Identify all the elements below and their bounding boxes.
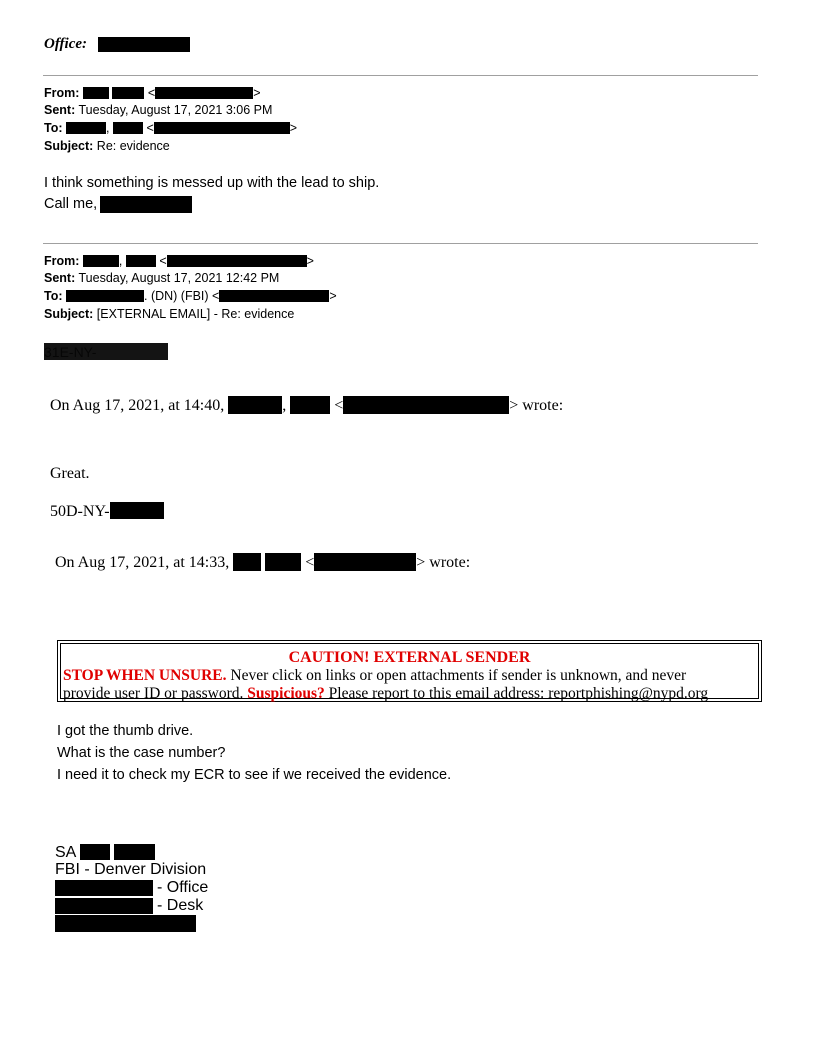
caution-line-1 [61,667,758,685]
to-suffix: . (DN) (FBI) < [144,289,220,303]
msg2-subject [44,306,294,322]
quote-suffix: > wrote: [416,554,471,571]
msg1-body-line: I think something is messed up with the lead to ship. [44,175,380,191]
sent-label: Sent: [44,103,76,117]
redaction-block [114,844,155,860]
msg1-body-line [44,195,97,214]
redaction-block [98,37,190,52]
quote-comma: , [282,397,287,414]
call-me-text: Call me, [44,196,98,212]
to-comma: , [106,121,110,135]
redaction-block [66,122,106,134]
redaction-block [55,915,196,932]
redaction-block [110,502,164,519]
to-bracket-close: > [289,121,298,135]
to-bracket-close: > [329,289,337,303]
redaction-block [100,196,192,213]
redaction-block [112,87,144,99]
subject-label: Subject: [44,307,94,321]
caution-title: CAUTION! EXTERNAL SENDER [288,649,531,666]
msg1-sent [44,102,272,118]
quote-prefix: On Aug 17, 2021, at 14:33, [55,554,230,571]
redaction-block [80,844,110,860]
to-label: To: [44,121,63,135]
from-label: From: [44,254,80,268]
from-bracket-open: < [159,254,167,268]
from-bracket-close: > [306,254,314,268]
redaction-block [113,122,143,134]
subject-label: Subject: [44,139,94,153]
redaction-block [83,87,109,99]
redaction-block [219,290,329,302]
msg2-to [44,288,337,304]
signature-sa [55,844,76,862]
stop-when-unsure: STOP WHEN UNSURE. [63,667,227,684]
redaction-block [154,122,290,134]
msg1-subject [44,138,170,154]
quote-suffix: > wrote: [509,397,564,414]
to-label: To: [44,289,63,303]
reply-great: Great. [50,465,90,482]
quote-prefix: On Aug 17, 2021, at 14:40, [50,397,225,414]
reply-case [50,502,164,521]
from-bracket-close: > [253,86,261,100]
original-line-1: I got the thumb drive. [57,723,194,739]
office-label: Office: [44,36,88,52]
caution-line-2 [61,685,758,703]
from-comma: , [118,254,123,268]
original-line-2: What is the case number? [57,745,226,761]
subject-value: Re: evidence [96,139,170,153]
redaction-block [265,553,301,571]
redaction-block [55,898,153,914]
redaction-block [290,396,330,414]
redaction-block [167,255,307,267]
caution-banner [57,640,762,702]
subject-value: [EXTERNAL EMAIL] - Re: evidence [96,307,295,321]
redaction-block [155,87,253,99]
redaction-block [44,343,168,360]
sent-value: Tuesday, August 17, 2021 12:42 PM [78,271,280,285]
caution-line-2-start: provide user ID or password. [63,685,244,702]
signature-office: - Office [157,879,209,896]
redaction-block [233,553,261,571]
quote-bracket-open: < [334,397,344,414]
msg1-to [44,120,297,136]
signature-desk: - Desk [157,897,204,914]
quote-header-1 [50,396,563,415]
signature-division: FBI - Denver Division [55,861,207,878]
redaction-block [343,396,509,414]
redaction-block [126,255,156,267]
redaction-block [66,290,144,302]
msg1-from [44,85,261,101]
sent-value: Tuesday, August 17, 2021 3:06 PM [78,103,273,117]
to-bracket-open: < [146,121,154,135]
sa-label: SA [55,844,77,861]
quote-header-2 [55,553,470,572]
quote-bracket-open: < [305,554,315,571]
redaction-block [314,553,416,571]
case-prefix: 50D-NY- [50,503,110,520]
from-bracket-open: < [147,86,156,100]
caution-line-1-text: Never click on links or open attachments if sender is unknown, and never [230,667,687,684]
original-line-3: I need it to check my ECR to see if we received the evidence. [57,767,452,783]
suspicious-label: Suspicious? [247,685,325,702]
sent-label: Sent: [44,271,76,285]
redaction-block [55,880,153,896]
msg2-sent [44,270,279,286]
redaction-block [83,255,119,267]
divider [43,243,758,244]
msg2-from [44,253,314,269]
from-label: From: [44,86,80,100]
divider [43,75,758,76]
redaction-block [228,396,282,414]
caution-line-2-text: Please report to this email address: reportphishing@nypd.org [328,685,709,702]
